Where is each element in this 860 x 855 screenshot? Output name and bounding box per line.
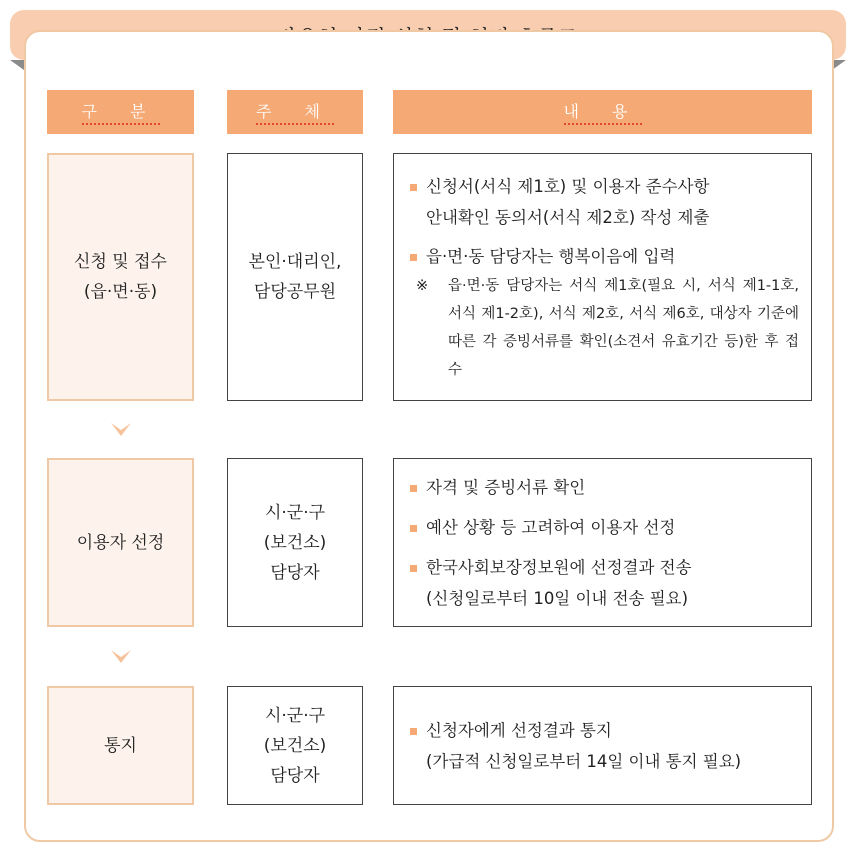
actor-line: 시·군·구 (264, 705, 326, 726)
header-content (393, 90, 812, 134)
content-bullet (408, 715, 799, 777)
stage-label: 통지 (104, 735, 137, 756)
bullet-text-continued: (신청일로부터 10일 이내 전송 필요) (426, 588, 689, 608)
actor-line: 담당자 (270, 562, 320, 583)
bullet-text-continued: (가급적 신청일로부터 14일 이내 통지 필요) (426, 751, 742, 771)
stage-cell-notification (47, 686, 194, 805)
actor-cell-notification (227, 686, 363, 805)
actor-line: 시·군·구 (264, 502, 326, 523)
title-fold-right (832, 60, 846, 70)
actor-line: (보건소) (263, 532, 327, 553)
header-content-label: 내 용 (564, 99, 642, 125)
stage-cell-selection (47, 458, 194, 627)
content-bullet (408, 171, 799, 233)
bullet-text: 신청서(서식 제1호) 및 이용자 준수사항 (426, 176, 710, 196)
header-actor (227, 90, 363, 134)
bullet-text-continued: 안내확인 동의서(서식 제2호) 작성 제출 (426, 207, 710, 227)
header-category-label: 구 분 (82, 99, 160, 125)
header-category (47, 90, 194, 134)
reference-note (408, 272, 799, 384)
bullet-text: 한국사회보장정보원에 선정결과 전송 (426, 557, 692, 577)
actor-cell-application (227, 153, 363, 401)
content-cell-notification (393, 686, 812, 805)
stage-label: 신청 및 접수 (74, 252, 167, 272)
content-bullet (408, 472, 799, 503)
content-cell-application (393, 153, 812, 401)
stage-cell-application (47, 153, 194, 401)
content-cell-selection (393, 458, 812, 627)
content-bullet (408, 241, 799, 272)
content-bullet (408, 552, 799, 614)
bullet-text: 읍·면·동 담당자는 행복이음에 입력 (426, 246, 676, 266)
note-mark: ※ (416, 277, 429, 294)
bullet-text: 예산 상황 등 고려하여 이용자 선정 (426, 517, 676, 537)
bullet-text: 자격 및 증빙서류 확인 (426, 477, 586, 497)
header-actor-label: 주 체 (256, 99, 334, 125)
stage-sublabel: (읍·면·동) (83, 282, 158, 302)
actor-line: (보건소) (263, 735, 327, 756)
actor-cell-selection (227, 458, 363, 627)
title-fold-left (10, 60, 24, 70)
actor-line: 담당자 (270, 765, 320, 786)
bullet-text: 신청자에게 선정결과 통지 (426, 720, 612, 740)
note-text: 읍·면·동 담당자는 서식 제1호(필요 시, 서식 제1-1호, 서식 제1-2호), 서식 제2호, 서식 제6호, 대상자 기준에 따른 각 증빙서류를 확인(소견서 유효기간 등)한 후 접수 (448, 277, 799, 378)
stage-label: 이용자 선정 (76, 532, 165, 553)
actor-line: 담당공무원 (253, 282, 337, 302)
content-bullet (408, 512, 799, 543)
actor-line: 본인·대리인, (248, 252, 342, 272)
